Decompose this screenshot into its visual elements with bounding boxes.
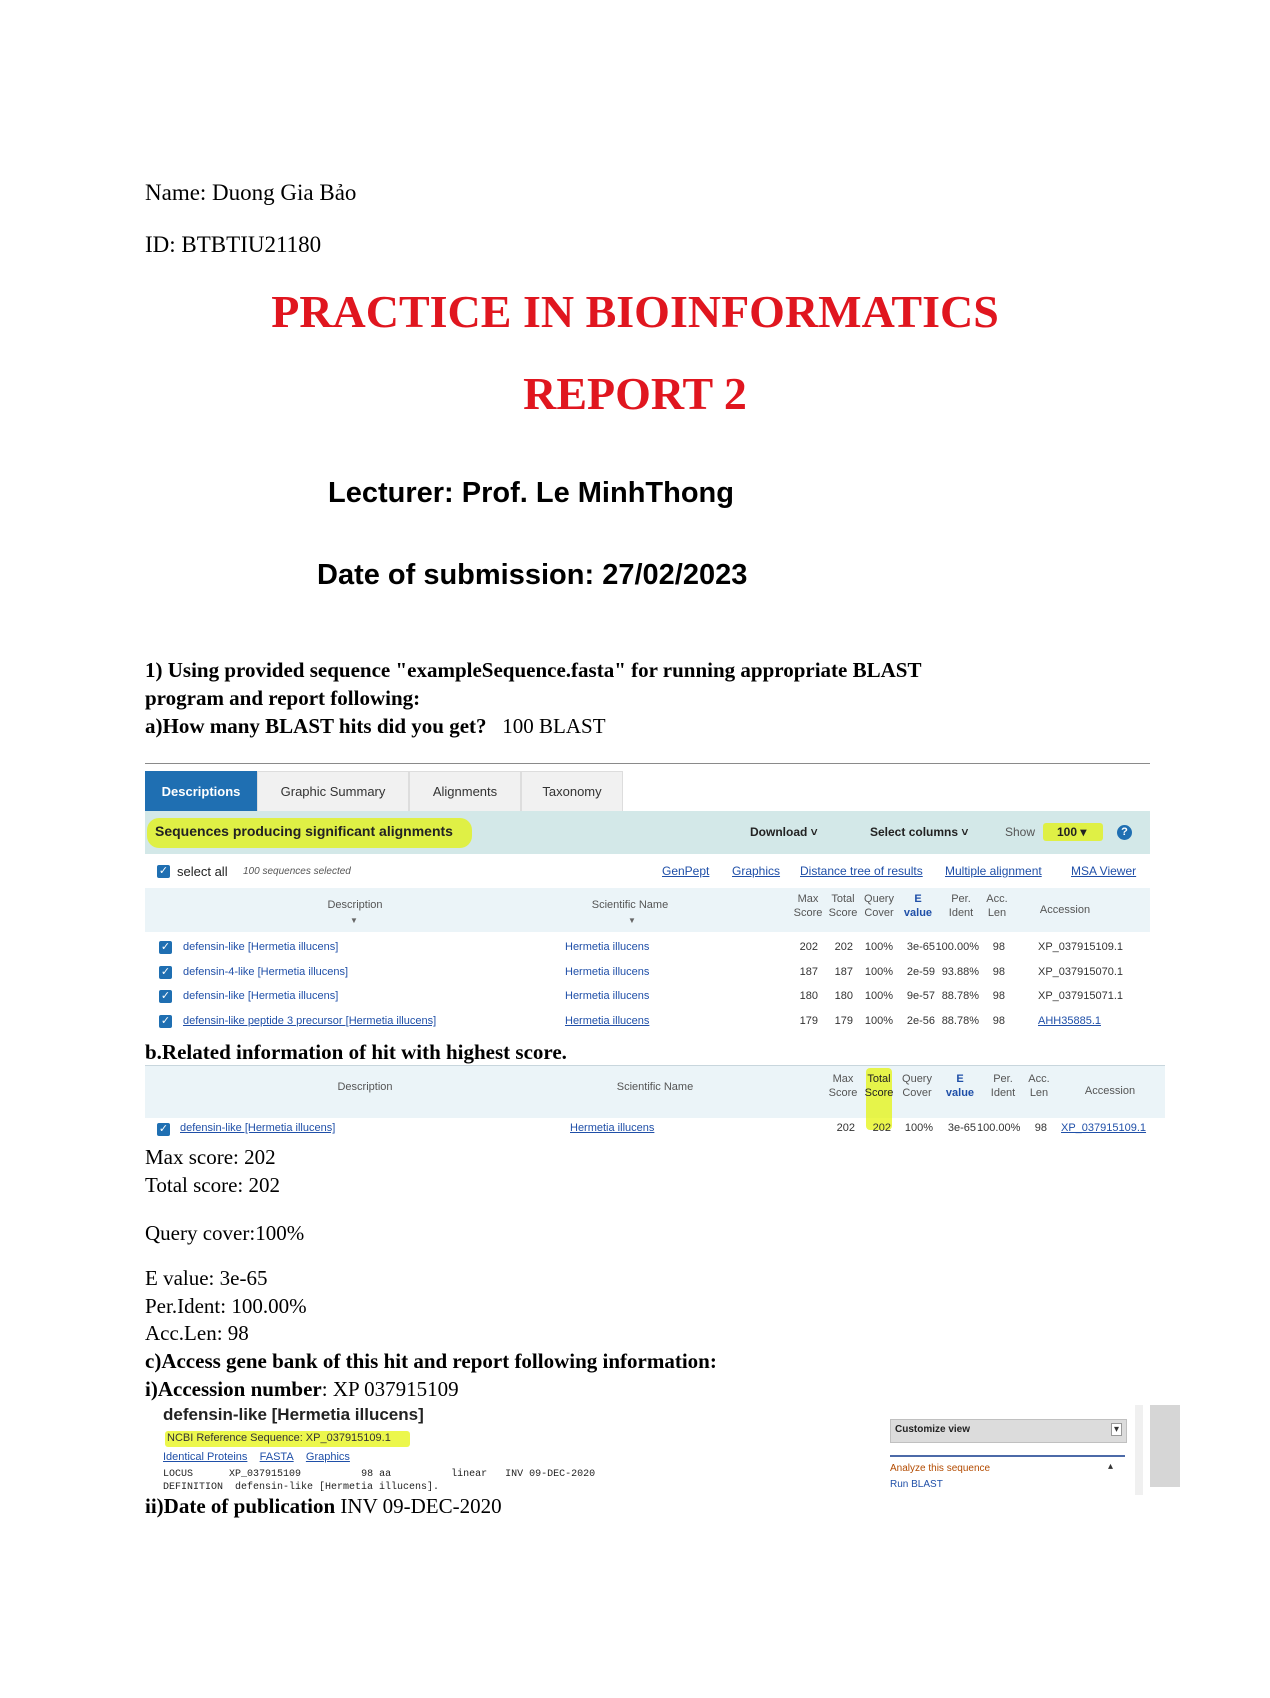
hit-description[interactable]: defensin-like [Hermetia illucens] <box>180 1122 336 1134</box>
scrollbar-track[interactable] <box>1135 1405 1143 1495</box>
selected-count: 100 sequences selected <box>243 866 351 877</box>
row-scientific-name[interactable]: Hermetia illucens <box>565 966 650 978</box>
row-per-ident: 93.88% <box>941 966 979 978</box>
question-c: c)Access gene bank of this hit and report following information: <box>145 1349 717 1373</box>
panel-divider <box>890 1455 1125 1457</box>
row-e-value: 3e-65 <box>906 941 935 953</box>
row-e-value: 9e-57 <box>906 990 935 1002</box>
link-graphics[interactable]: Graphics <box>305 1451 350 1463</box>
question-ci <box>145 1377 459 1402</box>
select-columns-label: Select columns <box>870 825 959 839</box>
col-description[interactable]: Description <box>337 1081 393 1093</box>
row-checkbox[interactable]: ✓ <box>160 1015 171 1027</box>
row-acc-len: 98 <box>992 941 1005 953</box>
hit-per-ident: 100.00% <box>977 1122 1021 1134</box>
hit-accession[interactable]: XP_037915109.1 <box>1061 1122 1147 1134</box>
table-row[interactable] <box>145 1117 1150 1141</box>
col-total-score[interactable]: Total Score <box>864 1073 894 1099</box>
genbank-title: defensin-like [Hermetia illucens] <box>163 1405 424 1424</box>
stat-per-ident: Per.Ident: 100.00% <box>145 1294 307 1318</box>
row-accession[interactable]: AHH35885.1 <box>1038 1015 1101 1027</box>
locus-type: linear <box>451 1469 488 1480</box>
hit-max-score: 202 <box>836 1122 855 1134</box>
stat-e-value: E value: 3e-65 <box>145 1266 268 1290</box>
col-per-ident[interactable]: Per. Ident <box>990 1073 1016 1099</box>
column-header-row <box>145 888 1150 932</box>
hit-e-value: 3e-65 <box>947 1122 976 1134</box>
locus-date: INV 09-DEC-2020 <box>505 1469 596 1480</box>
tab-descriptions[interactable]: Descriptions <box>145 771 257 812</box>
download-label: Download <box>750 825 808 839</box>
student-id: ID: BTBTIU21180 <box>145 232 322 257</box>
report-number: REPORT 2 <box>523 368 747 419</box>
stat-total-score: Total score: 202 <box>145 1173 280 1197</box>
genbank-links <box>163 1451 350 1463</box>
chevron-down-icon: ˅ <box>961 825 969 839</box>
col-accession[interactable]: Accession <box>1039 904 1091 916</box>
locus-label: LOCUS <box>163 1469 194 1480</box>
download-menu[interactable] <box>750 825 818 839</box>
row-max-score: 187 <box>799 966 818 978</box>
select-all-label: select all <box>177 864 228 879</box>
student-name: Name: Duong Gia Bảo <box>145 180 357 205</box>
row-accession[interactable]: XP_037915109.1 <box>1038 941 1124 953</box>
question-cii-label: ii)Date of publication <box>145 1494 336 1518</box>
link-identical-proteins[interactable]: Identical Proteins <box>163 1451 248 1463</box>
sort-icon: ▼ <box>628 916 636 925</box>
question-a-label: a)How many BLAST hits did you get? <box>145 714 487 738</box>
table-row[interactable] <box>145 936 1150 960</box>
select-all-row <box>145 859 1150 883</box>
row-accession[interactable]: XP_037915070.1 <box>1038 966 1124 978</box>
chevron-up-icon[interactable]: ▴ <box>1108 1461 1114 1472</box>
table-row[interactable] <box>145 985 1150 1009</box>
top-hit-screenshot <box>145 1065 1165 1140</box>
chevron-down-icon[interactable]: ▾ <box>1111 1423 1122 1436</box>
row-description[interactable]: defensin-like [Hermetia illucens] <box>183 990 339 1002</box>
row-checkbox[interactable]: ✓ <box>158 1123 169 1135</box>
row-total-score: 179 <box>834 1015 853 1027</box>
row-max-score: 179 <box>799 1015 818 1027</box>
link-fasta[interactable]: FASTA <box>259 1451 294 1463</box>
stat-query-cover: Query cover:100% <box>145 1221 305 1245</box>
col-per-ident[interactable]: Per. Ident <box>948 893 974 919</box>
col-query-cover[interactable]: Query Cover <box>864 893 894 919</box>
row-acc-len: 98 <box>992 990 1005 1002</box>
question-a-answer: 100 BLAST <box>502 714 606 738</box>
analyze-sequence-label: Analyze this sequence <box>890 1463 991 1474</box>
tab-graphic-summary[interactable]: Graphic Summary <box>257 771 409 812</box>
select-all-checkbox[interactable]: ✓ <box>158 865 169 877</box>
row-description[interactable]: defensin-4-like [Hermetia illucens] <box>183 966 349 978</box>
chevron-down-icon: ˅ <box>810 825 818 839</box>
row-max-score: 202 <box>799 941 818 953</box>
show-select[interactable] <box>1057 825 1086 839</box>
tab-taxonomy[interactable]: Taxonomy <box>521 771 623 812</box>
sort-icon: ▼ <box>350 916 358 925</box>
question-a <box>145 714 606 739</box>
row-max-score: 180 <box>799 990 818 1002</box>
row-total-score: 187 <box>834 966 853 978</box>
question-b: b.Related information of hit with highest score. <box>145 1040 567 1064</box>
col-description[interactable]: Description <box>327 899 383 911</box>
col-acc-len[interactable]: Acc. Len <box>986 893 1008 919</box>
row-description[interactable]: defensin-like peptide 3 precursor [Hermetia illucens] <box>183 1015 437 1027</box>
row-per-ident: 88.78% <box>941 990 979 1002</box>
row-checkbox[interactable]: ✓ <box>160 966 171 978</box>
row-e-value: 2e-59 <box>906 966 935 978</box>
scrollbar[interactable] <box>1150 1405 1180 1487</box>
question-cii-answer: INV 09-DEC-2020 <box>335 1494 502 1518</box>
col-accession[interactable]: Accession <box>1084 1085 1136 1097</box>
hit-query-cover: 100% <box>904 1122 933 1134</box>
results-title: Sequences producing significant alignments <box>155 823 453 839</box>
col-e-value[interactable]: E value <box>945 1073 975 1099</box>
link-msa-viewer[interactable]: MSA Viewer <box>1071 864 1137 878</box>
report-title: PRACTICE IN BIOINFORMATICS <box>271 286 999 337</box>
row-total-score: 202 <box>834 941 853 953</box>
row-total-score: 180 <box>834 990 853 1002</box>
question-line-2: program and report following: <box>145 686 421 710</box>
col-e-value[interactable]: E value <box>903 893 933 919</box>
col-max-score[interactable]: Max Score <box>793 893 823 919</box>
locus-id: XP_037915109 <box>229 1469 302 1480</box>
genbank-screenshot <box>145 1405 1180 1493</box>
link-multiple-alignment[interactable]: Multiple alignment <box>945 864 1042 878</box>
hit-scientific-name[interactable]: Hermetia illucens <box>570 1122 655 1134</box>
row-scientific-name[interactable]: Hermetia illucens <box>565 941 650 953</box>
locus-line <box>163 1469 595 1480</box>
genbank-ref: NCBI Reference Sequence: XP_037915109.1 <box>167 1432 391 1444</box>
col-max-score[interactable]: Max Score <box>828 1073 858 1099</box>
lecturer: Lecturer: Prof. Le MinhThong <box>328 477 734 509</box>
question-cii <box>145 1494 502 1519</box>
row-scientific-name[interactable]: Hermetia illucens <box>565 1015 650 1027</box>
help-icon[interactable]: ? <box>1117 825 1132 840</box>
locus-length: 98 aa <box>361 1469 392 1480</box>
col-acc-len[interactable]: Acc. Len <box>1028 1073 1050 1099</box>
table-row[interactable] <box>145 961 1150 985</box>
question-ci-label: i)Accession number <box>145 1377 322 1401</box>
divider <box>145 763 1150 764</box>
link-distance-tree[interactable]: Distance tree of results <box>800 864 923 878</box>
hit-acc-len: 98 <box>1034 1122 1047 1134</box>
tab-alignments[interactable]: Alignments <box>409 771 521 812</box>
col-total-score[interactable]: Total Score <box>828 893 858 919</box>
table-row[interactable] <box>145 1010 1150 1034</box>
row-checkbox[interactable]: ✓ <box>160 990 171 1002</box>
customize-view-label: Customize view <box>895 1424 971 1435</box>
row-query-cover: 100% <box>864 990 893 1002</box>
row-acc-len: 98 <box>992 1015 1005 1027</box>
column-header-row <box>145 1065 1165 1118</box>
stat-max-score: Max score: 202 <box>145 1145 276 1169</box>
customize-view-panel[interactable] <box>890 1419 1127 1443</box>
results-header-bar <box>145 811 1150 854</box>
hit-total-score: 202 <box>872 1122 891 1134</box>
row-query-cover: 100% <box>864 941 893 953</box>
link-graphics[interactable]: Graphics <box>732 864 781 878</box>
link-genpept[interactable]: GenPept <box>662 864 710 878</box>
question-ci-answer: : XP 037915109 <box>321 1377 459 1401</box>
submission-date: Date of submission: 27/02/2023 <box>317 559 748 591</box>
show-label: Show <box>1005 825 1036 839</box>
row-query-cover: 100% <box>864 966 893 978</box>
blast-results-screenshot <box>145 771 1150 1029</box>
row-accession[interactable]: XP_037915071.1 <box>1038 990 1124 1002</box>
row-acc-len: 98 <box>992 966 1005 978</box>
select-columns-menu[interactable] <box>870 825 968 839</box>
row-per-ident: 88.78% <box>941 1015 979 1027</box>
question-line-1: 1) Using provided sequence "exampleSequence.fasta" for running appropriate BLAST <box>145 658 922 682</box>
row-scientific-name[interactable]: Hermetia illucens <box>565 990 650 1002</box>
show-value: 100 <box>1057 825 1078 839</box>
definition-line: DEFINITION defensin-like [Hermetia illucens]. <box>163 1482 440 1493</box>
result-tabs <box>145 771 1150 813</box>
run-blast-link[interactable]: Run BLAST <box>890 1479 943 1490</box>
row-checkbox[interactable]: ✓ <box>160 941 171 953</box>
col-query-cover[interactable]: Query Cover <box>902 1073 932 1099</box>
row-query-cover: 100% <box>864 1015 893 1027</box>
col-scientific-name[interactable]: Scientific Name <box>591 899 669 911</box>
row-description[interactable]: defensin-like [Hermetia illucens] <box>183 941 339 953</box>
row-per-ident: 100.00% <box>935 941 979 953</box>
chevron-down-icon: ▾ <box>1080 825 1087 839</box>
col-scientific-name[interactable]: Scientific Name <box>616 1081 694 1093</box>
stat-acc-len: Acc.Len: 98 <box>145 1321 249 1345</box>
row-e-value: 2e-56 <box>906 1015 935 1027</box>
